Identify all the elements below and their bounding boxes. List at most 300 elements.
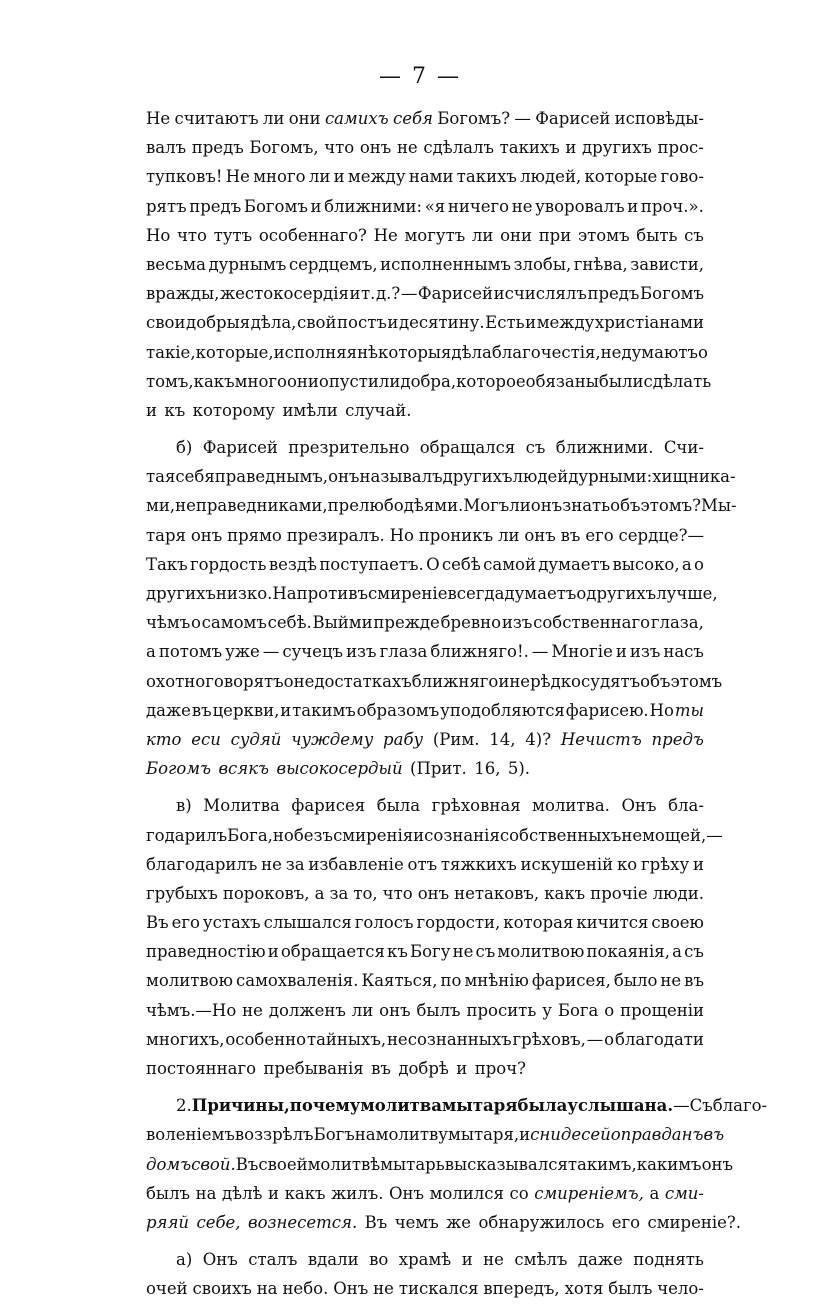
word: свой.	[191, 1154, 236, 1174]
word: постояннаго	[146, 1059, 257, 1078]
text-line	[146, 725, 704, 754]
word: Онъ	[333, 1279, 369, 1299]
word: была	[376, 796, 421, 816]
word: въ	[684, 971, 704, 991]
word: предъ	[189, 196, 242, 216]
word: то,	[353, 883, 378, 903]
word: другихъ	[442, 467, 513, 487]
word: называлъ	[359, 467, 443, 487]
word: мнѣнію	[464, 971, 529, 991]
word: благодарилъ	[146, 854, 258, 874]
word: но	[272, 825, 294, 845]
word: высоко,	[612, 554, 680, 574]
word: храмѣ	[398, 1250, 452, 1270]
word: они	[288, 109, 321, 128]
word: добра,	[400, 371, 457, 391]
word: не	[511, 196, 533, 216]
text-line	[146, 791, 704, 820]
word: исполняя	[273, 342, 358, 362]
word: самомъ	[201, 613, 267, 633]
word: не	[242, 1000, 263, 1020]
word: думаетъ	[504, 584, 577, 603]
word: которому	[192, 400, 276, 420]
word: онъ	[328, 467, 360, 487]
word: обращался	[419, 438, 516, 458]
word: со	[509, 1183, 529, 1203]
text-line	[146, 637, 704, 666]
text-line	[146, 1179, 704, 1208]
text-line	[146, 367, 712, 396]
word: не	[452, 942, 474, 962]
word: въ	[703, 1125, 725, 1145]
word: зависти,	[630, 254, 704, 274]
word: а	[314, 883, 325, 903]
word: годарилъ	[146, 825, 228, 845]
word: д.?	[376, 284, 401, 304]
word: ли	[308, 167, 331, 187]
word: —	[400, 284, 418, 304]
word: О	[426, 554, 440, 574]
word: прелюбодѣями.	[327, 496, 464, 516]
word: проникъ	[418, 525, 494, 545]
text-line	[146, 1245, 704, 1274]
word: которые,	[195, 342, 274, 362]
word: предъ	[651, 729, 704, 749]
word: Богомъ	[243, 196, 308, 216]
word: низко.	[215, 584, 273, 603]
word: ближними.	[555, 438, 654, 458]
word: вражды,	[146, 284, 220, 304]
word: Есть	[485, 313, 525, 333]
word: Не	[225, 167, 250, 187]
word: такіе,	[146, 342, 196, 362]
word: 5).	[507, 759, 531, 779]
word: своей	[258, 1154, 308, 1174]
word: ли	[262, 109, 285, 128]
word: ми,	[146, 496, 176, 516]
word: предъ	[191, 138, 244, 158]
word: грѣховъ,	[512, 1029, 586, 1049]
word: себѣ.	[267, 613, 312, 633]
word: хищника-	[652, 467, 736, 487]
word: люди.	[652, 883, 704, 903]
word: знать	[562, 496, 611, 516]
word: сей	[581, 1125, 611, 1145]
word: какимъ	[636, 1154, 702, 1174]
word: съ	[475, 942, 496, 962]
word: думаютъ	[621, 342, 698, 362]
word: —	[586, 1029, 604, 1049]
word: фарисею.	[565, 700, 649, 720]
text-line	[146, 850, 704, 879]
word: Такъ	[146, 554, 188, 574]
word: Напротивъ	[272, 584, 369, 603]
word: смиреніемъ,	[534, 1183, 644, 1203]
word: проч.».	[640, 196, 704, 216]
word: Нечистъ	[560, 729, 642, 749]
word: Въ	[364, 1212, 388, 1232]
word: смѣлъ	[514, 1250, 568, 1270]
word: злобы,	[513, 254, 572, 274]
word: и	[349, 284, 361, 304]
word: другихъ	[582, 138, 652, 158]
word: былъ	[608, 1279, 653, 1299]
page-number: — 7 —	[379, 64, 461, 89]
word: очей	[146, 1279, 188, 1299]
text-line	[146, 966, 704, 995]
word: дѣла,	[250, 313, 297, 333]
word: и	[267, 942, 279, 962]
word: какъ	[193, 371, 235, 391]
word: вдали	[307, 1250, 359, 1270]
word: нами	[408, 167, 454, 187]
word: съ	[684, 225, 704, 245]
word: съ	[525, 438, 546, 458]
text-line	[146, 996, 704, 1025]
word: и	[692, 854, 704, 874]
text-line	[146, 433, 704, 462]
word: не	[600, 342, 622, 362]
word: собственныхъ	[499, 825, 622, 845]
word: не	[483, 1250, 504, 1270]
word: Богомъ	[640, 284, 704, 304]
text-line	[146, 162, 704, 191]
word: что	[324, 138, 355, 158]
word: говорятъ	[205, 671, 284, 691]
word: ты	[674, 700, 704, 720]
word: устахъ	[202, 913, 261, 933]
word: сми-	[664, 1183, 704, 1203]
word: сознанія	[424, 825, 500, 845]
word: неправедниками,	[175, 496, 328, 516]
word: себѣ	[441, 554, 481, 574]
word: воззрѣлъ	[234, 1125, 314, 1145]
word: фарисея	[291, 796, 366, 816]
word: потомъ	[158, 642, 223, 662]
word: просить	[466, 1000, 537, 1020]
word: о	[604, 1000, 615, 1020]
text-line	[146, 192, 704, 221]
word: насъ	[663, 642, 704, 662]
word: и	[615, 642, 627, 662]
word: многихъ,	[146, 1029, 225, 1049]
word: имѣли	[282, 400, 338, 420]
text-line	[146, 338, 708, 367]
word: которые	[584, 167, 658, 187]
text-line	[146, 937, 704, 966]
word: бла-	[668, 796, 704, 816]
word: прежде	[373, 613, 440, 633]
word: самой	[483, 554, 536, 574]
word: ли	[497, 525, 520, 545]
word: Фарисей	[535, 109, 611, 128]
word: тяжкихъ	[440, 854, 517, 874]
word: себя	[392, 109, 433, 128]
word: (Рим.	[432, 729, 480, 749]
word: недостаткахъ	[293, 671, 412, 691]
word: праведностію	[146, 942, 266, 962]
word: какъ	[284, 1183, 326, 1203]
word: ближняго!.	[430, 642, 529, 662]
word: Онъ	[621, 796, 657, 816]
word: этомъ	[670, 671, 723, 691]
word: молитвою	[497, 942, 585, 962]
word: которое	[456, 371, 526, 391]
word: пребыванія	[263, 1059, 364, 1078]
text-line	[146, 221, 704, 250]
word: дѣла	[451, 342, 492, 362]
word: онъ	[190, 525, 223, 545]
word: ли	[509, 496, 531, 516]
word: Въ	[146, 913, 169, 933]
word: смиреніе	[368, 584, 448, 603]
word: былъ	[146, 1183, 191, 1203]
word: между	[347, 167, 406, 187]
word: ничего	[447, 196, 510, 216]
word: всякъ	[218, 759, 270, 779]
word: еси	[191, 729, 221, 749]
word: презиралъ.	[286, 525, 385, 545]
word: и	[498, 671, 510, 691]
word: таря	[146, 525, 186, 545]
word: въ	[191, 700, 212, 720]
word: и	[456, 1059, 468, 1078]
word: Богу	[410, 942, 451, 962]
word: свой	[296, 313, 337, 333]
word: лучше,	[656, 584, 718, 603]
text-line	[146, 308, 704, 337]
word: судяй	[230, 729, 282, 749]
word: что	[177, 225, 207, 245]
word: этомъ	[577, 225, 630, 245]
word: Но	[649, 700, 674, 720]
word: онъ	[417, 883, 450, 903]
word: и	[565, 138, 577, 158]
word: 14,	[489, 729, 516, 749]
word: Выйми	[312, 613, 373, 633]
word: почему	[289, 1096, 361, 1116]
word: благочестія,	[491, 342, 601, 362]
word: молитва.	[532, 796, 610, 816]
word: изъ	[346, 642, 377, 662]
word: на	[256, 1279, 278, 1299]
word: гнѣва,	[573, 254, 628, 274]
word: дѣлѣ	[221, 1183, 263, 1203]
word: свои	[146, 313, 186, 333]
word: воленіемъ	[146, 1125, 235, 1145]
word: нерѣдко	[509, 671, 581, 691]
word: и	[627, 196, 639, 216]
word: сдѣлалъ	[423, 138, 494, 158]
word: его	[611, 1212, 641, 1232]
word: и	[268, 1183, 280, 1203]
word: глаза,	[650, 613, 704, 633]
text-line	[146, 279, 704, 308]
body-text	[146, 104, 768, 1304]
word: 16,	[474, 759, 501, 779]
word: слышался	[263, 913, 352, 933]
word: Мы-	[701, 496, 737, 516]
word: молитву	[375, 1125, 448, 1145]
word: Фарисей	[417, 284, 494, 304]
word: дурнымъ	[208, 254, 287, 274]
text-line	[146, 1274, 704, 1303]
word: молитвою	[146, 971, 233, 991]
word: уже	[225, 642, 260, 662]
word: даже	[577, 1250, 623, 1270]
text-line	[146, 608, 704, 637]
word: судятъ	[581, 671, 641, 691]
word: съ	[684, 942, 704, 962]
word: къ	[164, 400, 186, 420]
word: у	[542, 1000, 552, 1020]
word: —	[531, 642, 549, 662]
word: обнаружилось	[478, 1212, 605, 1232]
word: была	[517, 1096, 568, 1116]
word: о	[694, 554, 704, 574]
word: чѣмъ	[146, 613, 191, 633]
word: особенно	[225, 1029, 307, 1049]
word: услышана.	[567, 1096, 674, 1116]
word: предъ	[587, 284, 640, 304]
word: сучецъ	[282, 642, 344, 662]
word: къ	[387, 942, 408, 962]
word: и	[333, 167, 345, 187]
text-line	[146, 521, 704, 550]
word: поступаетъ.	[319, 554, 424, 574]
word: не	[660, 971, 682, 991]
word: даже	[146, 700, 191, 720]
word: прощеніи	[620, 1000, 704, 1020]
word: кичится	[576, 913, 649, 933]
word: и	[413, 825, 425, 845]
word: добрыя	[186, 313, 251, 333]
word: оправданъ	[610, 1125, 704, 1145]
word: благодати	[614, 1029, 704, 1049]
word: несознанныхъ	[386, 1029, 512, 1049]
word: рабу	[383, 729, 424, 749]
word: б)	[176, 438, 193, 458]
word: Богъ	[313, 1125, 355, 1145]
word: Многіе	[551, 642, 613, 662]
word: обязаны	[525, 371, 599, 391]
word: они	[500, 225, 532, 245]
word: жилъ.	[331, 1183, 384, 1203]
word: а	[649, 1183, 660, 1203]
word: фарисея,	[531, 971, 611, 991]
word: всегда	[447, 584, 505, 603]
word: какъ	[544, 883, 586, 903]
text-line	[146, 462, 736, 491]
word: сталъ	[248, 1250, 298, 1270]
word: образомъ	[356, 700, 440, 720]
word: при	[538, 225, 572, 245]
word: Не	[373, 225, 398, 245]
text-line	[146, 550, 704, 579]
text-line	[146, 1025, 704, 1054]
text-line	[146, 396, 704, 425]
word: прямо	[227, 525, 282, 545]
text-line	[146, 667, 723, 696]
word: в)	[176, 796, 192, 816]
word: людей,	[520, 167, 582, 187]
word: было	[613, 971, 658, 991]
word: прочіе	[590, 883, 648, 903]
word: Но	[389, 525, 414, 545]
word: онъ	[359, 138, 392, 158]
word: о	[283, 671, 294, 691]
word: о	[604, 1029, 615, 1049]
word: долженъ	[268, 1000, 346, 1020]
word: постъ	[337, 313, 387, 333]
word: Онъ	[202, 1250, 238, 1270]
word: покаянія,	[586, 942, 670, 962]
word: ближняго	[411, 671, 499, 691]
word: т.	[361, 284, 376, 304]
word: десятину.	[398, 313, 485, 333]
word: прос-	[657, 138, 704, 158]
word: не	[396, 138, 418, 158]
word: такихъ	[456, 167, 517, 187]
word: глаза	[379, 642, 428, 662]
word: о	[576, 584, 587, 603]
word: ближними:	[324, 196, 423, 216]
word: Могъ	[463, 496, 510, 516]
word: его	[585, 525, 614, 545]
word: чѣмъ.—Но	[146, 1000, 237, 1020]
word: отъ	[407, 854, 438, 874]
word: мытаря	[441, 1096, 518, 1116]
word: мытаря,	[447, 1125, 520, 1145]
word: Не	[146, 109, 171, 128]
word: благо-	[712, 1096, 768, 1116]
word: проч?	[474, 1059, 526, 1078]
word: онъ	[524, 525, 556, 545]
word: 4)?	[525, 729, 552, 749]
word: гордость	[189, 554, 267, 574]
word: сниде	[530, 1125, 582, 1145]
word: по	[440, 971, 462, 991]
word: своею	[651, 913, 704, 933]
word: гово-	[660, 167, 704, 187]
word: смиренія	[333, 825, 414, 845]
word: грубыхъ	[146, 883, 218, 903]
word: обращается	[280, 942, 385, 962]
word: онъ	[379, 1000, 411, 1020]
word: и	[310, 196, 322, 216]
word: (Прит.	[410, 759, 467, 779]
word: людей	[512, 467, 569, 487]
word: ко	[616, 854, 638, 874]
word: онъ	[530, 496, 563, 516]
word: безъ	[293, 825, 334, 845]
word: ряяй	[146, 1212, 190, 1232]
text-line	[146, 754, 704, 783]
word: случай.	[345, 400, 412, 420]
word: въ	[371, 1059, 391, 1078]
word: Богомъ?	[437, 109, 511, 128]
word: 2.	[176, 1096, 192, 1116]
word: —	[262, 642, 280, 662]
word: нѣкоторыя	[357, 342, 452, 362]
word: думаетъ	[538, 554, 611, 574]
word: исповѣды-	[614, 109, 704, 128]
word: которая	[503, 913, 574, 933]
word: голосъ	[354, 913, 414, 933]
word: молитвѣ	[307, 1154, 381, 1174]
text-line	[146, 1208, 742, 1237]
word: изъ	[501, 613, 533, 633]
